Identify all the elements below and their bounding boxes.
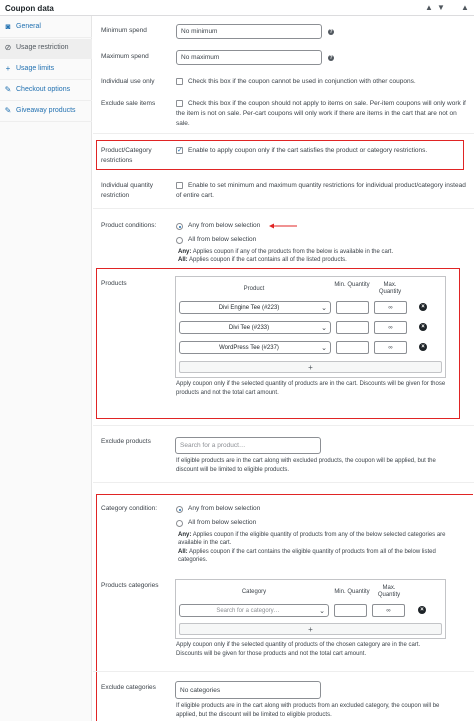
all-desc: Applies coupon if the cart contains all of the listed products. xyxy=(189,257,347,263)
max-quantity-input[interactable] xyxy=(374,321,407,334)
min-quantity-input[interactable] xyxy=(336,341,369,354)
max-spend-label: Maximum spend xyxy=(101,53,149,60)
chevron-down-icon: ⌄ xyxy=(321,305,327,312)
individual-use-checkbox[interactable] xyxy=(176,78,183,85)
chevron-down-icon: ⌄ xyxy=(321,325,327,332)
remove-row-icon[interactable]: × xyxy=(419,343,427,351)
max-value: ∞ xyxy=(388,305,393,311)
max-quantity-input[interactable] xyxy=(372,604,405,617)
min-quantity-input[interactable] xyxy=(336,321,369,334)
exclude-products-label: Exclude products xyxy=(101,438,151,445)
min-quantity-input[interactable] xyxy=(336,301,369,314)
move-up-icon[interactable]: ▲ xyxy=(425,3,433,12)
block-icon: ⊘ xyxy=(4,43,12,52)
tab-checkout-options[interactable] xyxy=(0,81,92,101)
product-categories-label: Products categories xyxy=(101,582,159,589)
category-condition-any-help xyxy=(178,531,463,547)
exclude-categories-placeholder: No categories xyxy=(180,687,221,694)
individual-quantity-label: Individual quantity restriction xyxy=(101,182,154,199)
category-condition-any-radio[interactable] xyxy=(176,506,183,513)
exclude-sale-text: Check this box if the coupon should not apply to items on sale. Per-item coupons will only work if the item is not on sale. Per-cart coupons will only work if there are items in the cart that are not on sale. xyxy=(176,100,466,127)
add-product-row-button[interactable]: + xyxy=(179,361,442,373)
exclude-categories-help: If eligible products are in the cart along with products from an excluded category, the coupon will be applied, but the discount will be limited to eligible products. xyxy=(176,703,440,718)
product-category-label: Product/Category restrictions xyxy=(101,147,152,164)
max-quantity-input[interactable] xyxy=(374,341,407,354)
min-spend-placeholder: No minimum xyxy=(181,28,218,35)
ticket-icon: ◙ xyxy=(5,22,11,31)
divider xyxy=(93,425,474,426)
any-key: Any: xyxy=(178,532,192,538)
remove-row-icon[interactable]: × xyxy=(419,323,427,331)
all-key: All: xyxy=(178,549,188,555)
max-value: ∞ xyxy=(388,325,393,331)
divider xyxy=(93,208,474,209)
categories-table xyxy=(175,579,446,639)
min-quantity-input[interactable] xyxy=(334,604,367,617)
tab-label: General xyxy=(16,23,41,30)
min-spend-label: Minimum spend xyxy=(101,27,147,34)
help-icon[interactable]: ? xyxy=(329,29,333,35)
coupon-data-header xyxy=(0,0,474,16)
exclude-products-input[interactable] xyxy=(175,437,321,454)
product-value: WordPress Tee (#237) xyxy=(219,345,279,351)
product-condition-all-help xyxy=(178,256,347,264)
column-header: Category xyxy=(241,589,267,595)
products-label: Products xyxy=(101,280,127,287)
max-value: ∞ xyxy=(388,345,393,351)
column-header: Product xyxy=(243,286,265,292)
exclude-categories-input[interactable] xyxy=(175,681,321,699)
product-select[interactable] xyxy=(179,321,331,334)
help-icon[interactable]: ? xyxy=(329,55,333,61)
arrow-indicator-icon xyxy=(269,223,297,229)
category-condition-all-radio[interactable] xyxy=(176,520,183,527)
category-condition-all-label: All from below selection xyxy=(188,519,257,526)
category-condition-any-label: Any from below selection xyxy=(188,505,261,512)
products-help: Apply coupon only if the selected quantity of products are in the cart. Discounts will be given for those products and not the total cart amount. xyxy=(176,381,446,396)
individual-use-text: Check this box if the coupon cannot be used in conjunction with other coupons. xyxy=(188,78,416,85)
product-value: Divi Tee (#233) xyxy=(228,325,270,331)
wrench-icon: ✎ xyxy=(4,85,12,94)
category-placeholder: Search for a category… xyxy=(216,608,280,614)
add-category-row-button[interactable]: + xyxy=(179,623,442,635)
tab-label: Usage limits xyxy=(16,65,55,72)
wrench-icon: ✎ xyxy=(4,106,12,115)
move-down-icon[interactable]: ▼ xyxy=(437,3,445,12)
tab-label: Checkout options xyxy=(16,86,71,93)
chevron-down-icon: ⌄ xyxy=(321,345,327,352)
tab-label: Giveaway products xyxy=(16,107,76,114)
product-categories-help: Apply coupon only if the selected quantity of products of the chosen category are in the cart. Discounts will be given for those products and not the total cart amount. xyxy=(176,642,421,657)
tab-general[interactable] xyxy=(0,18,92,38)
panel-title: Coupon data xyxy=(5,4,54,13)
max-spend-placeholder: No maximum xyxy=(181,54,220,61)
category-condition-all-help xyxy=(178,548,463,564)
any-desc: Applies coupon if any of the products from the below is available in the cart. xyxy=(192,249,394,255)
any-key: Any: xyxy=(178,249,192,255)
product-select[interactable] xyxy=(179,341,331,354)
any-desc: Applies coupon if the eligible quantity of products from any of the below selected categories are available in the cart. xyxy=(178,532,446,546)
toggle-panel-icon[interactable]: ▲ xyxy=(461,3,469,12)
remove-row-icon[interactable]: × xyxy=(419,303,427,311)
usage-restriction-panel xyxy=(93,16,474,721)
exclude-products-help: If eligible products are in the cart along with excluded products, the coupon will be applied, but the discount will be limited to eligible products. xyxy=(176,458,436,473)
column-header: Max. Quantity xyxy=(378,282,402,295)
divider xyxy=(93,133,474,134)
remove-row-icon[interactable]: × xyxy=(418,606,426,614)
tab-label: Usage restriction xyxy=(16,44,69,51)
max-spend-input[interactable] xyxy=(176,50,322,65)
products-table xyxy=(175,276,446,378)
tab-giveaway-products[interactable] xyxy=(0,102,92,122)
divider xyxy=(93,671,474,672)
category-condition-label: Category condition: xyxy=(101,505,158,512)
column-header: Min. Quantity xyxy=(334,282,370,288)
product-select[interactable] xyxy=(179,301,331,314)
column-header: Min. Quantity xyxy=(334,589,370,595)
product-condition-any-label: Any from below selection xyxy=(188,222,261,229)
individual-quantity-text: Enable to set minimum and maximum quantity restrictions for individual product/category instead of entire cart. xyxy=(176,182,466,199)
max-quantity-input[interactable] xyxy=(374,301,407,314)
exclude-products-placeholder: Search for a product… xyxy=(180,442,246,449)
all-desc: Applies coupon if the cart contains the eligible quantity of products from all of the below listed categories. xyxy=(178,549,436,563)
individual-use-label: Individual use only xyxy=(101,78,155,85)
chevron-down-icon: ⌄ xyxy=(319,608,325,615)
product-category-checkbox[interactable] xyxy=(176,147,183,154)
column-header: Max. Quantity xyxy=(377,585,401,598)
exclude-sale-label: Exclude sale items xyxy=(101,100,156,107)
product-value: Divi Engine Tee (#223) xyxy=(218,305,280,311)
product-condition-any-help xyxy=(178,248,393,256)
tab-usage-restriction[interactable] xyxy=(0,39,92,59)
divider xyxy=(93,482,474,483)
product-condition-all-label: All from below selection xyxy=(188,236,257,243)
plus-icon: + xyxy=(5,64,11,73)
category-select[interactable] xyxy=(179,604,329,617)
exclude-categories-label: Exclude categories xyxy=(101,684,156,691)
tab-usage-limits[interactable] xyxy=(0,60,92,80)
product-category-text: Enable to apply coupon only if the cart satisfies the product or category restrictions. xyxy=(188,147,428,154)
product-conditions-label: Product conditions: xyxy=(101,222,157,229)
product-condition-all-radio[interactable] xyxy=(176,237,183,244)
all-key: All: xyxy=(178,257,188,263)
coupon-tabs-sidebar xyxy=(0,16,92,721)
min-spend-input[interactable] xyxy=(176,24,322,39)
max-value: ∞ xyxy=(386,608,391,614)
product-condition-any-radio[interactable] xyxy=(176,223,183,230)
